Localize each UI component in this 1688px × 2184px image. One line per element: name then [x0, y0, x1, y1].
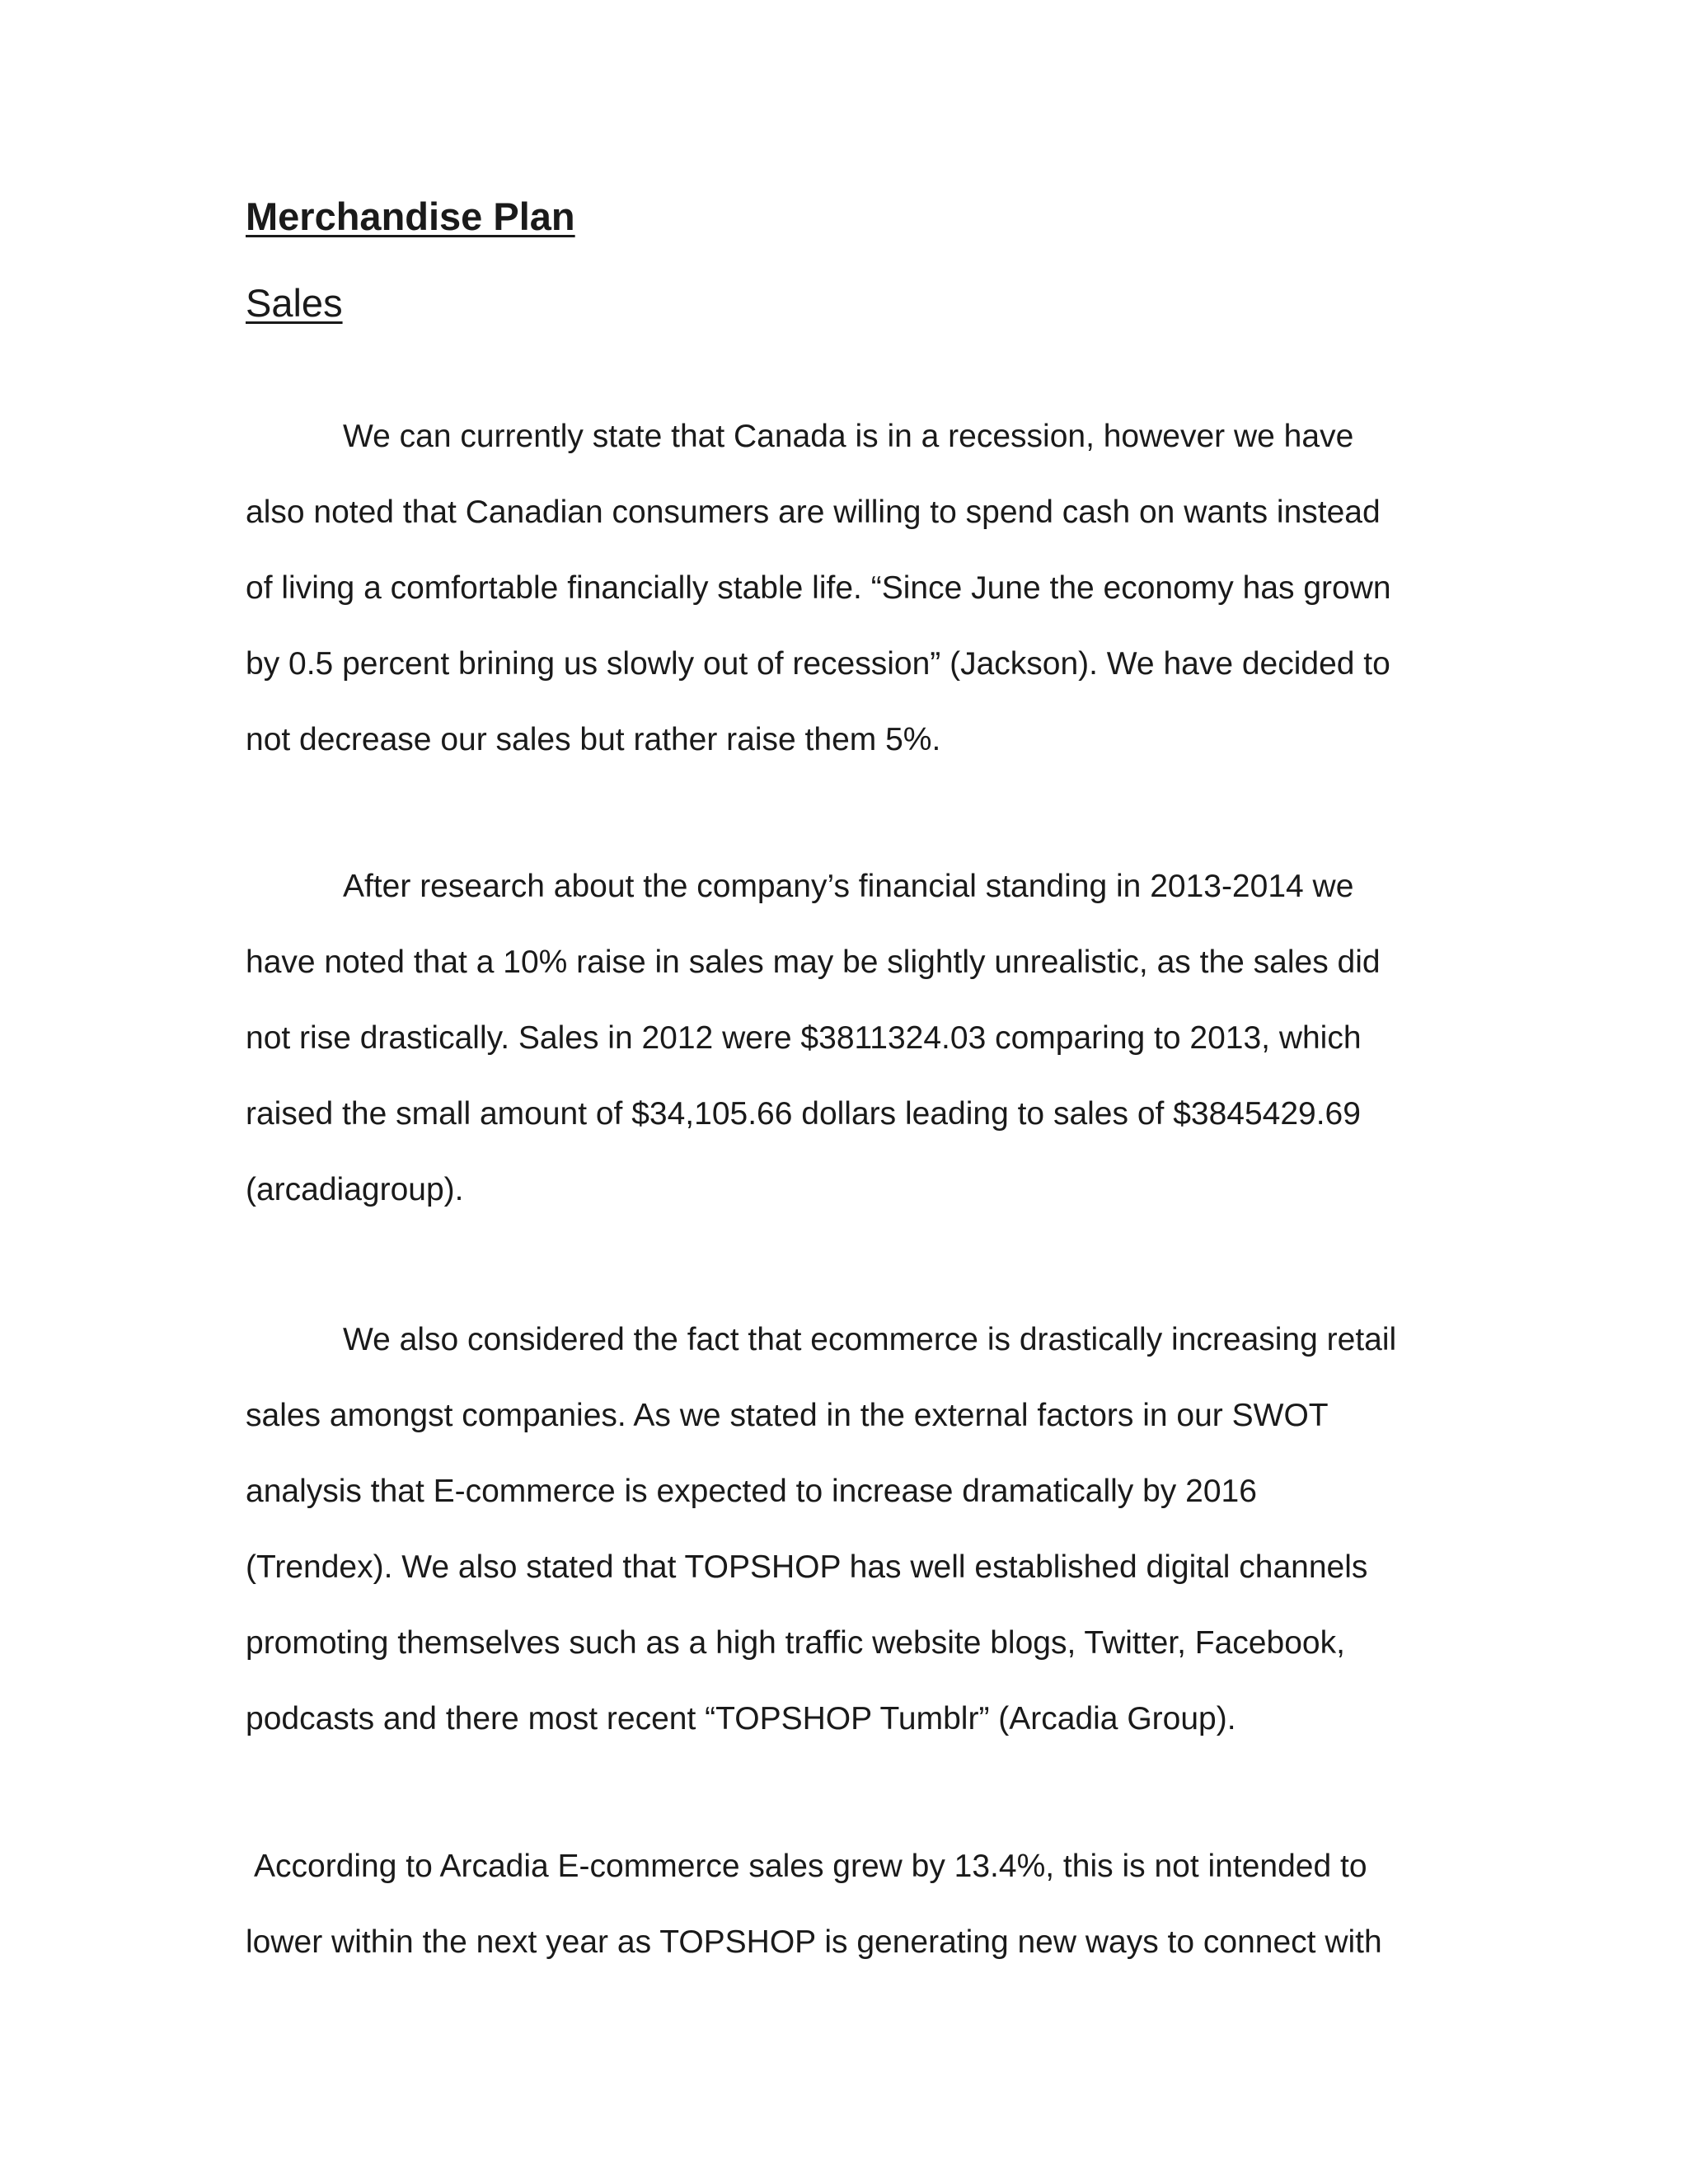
paragraph-recession	[246, 414, 1449, 793]
paragraph-line: (Trendex). We also stated that TOPSHOP has well established digital channels	[246, 1549, 1368, 1585]
paragraph-line: podcasts and there most recent “TOPSHOP Tumblr” (Arcadia Group).	[246, 1701, 1236, 1736]
paragraph-financial-standing	[246, 864, 1449, 1243]
paragraph-line: promoting themselves such as a high traffic website blogs, Twitter, Facebook,	[246, 1625, 1345, 1661]
paragraph-line: have noted that a 10% raise in sales may be slightly unrealistic, as the sales did	[246, 944, 1381, 980]
paragraph-line: We also considered the fact that ecommerce is drastically increasing retail	[343, 1322, 1397, 1357]
paragraph-line: sales amongst companies. As we stated in the external factors in our SWOT	[246, 1398, 1329, 1433]
paragraph-line: After research about the company’s financial standing in 2013-2014 we	[343, 869, 1354, 904]
paragraph-line: We can currently state that Canada is in a recession, however we have	[343, 419, 1354, 454]
document-heading: Merchandise Plan	[246, 194, 575, 238]
paragraph-line: also noted that Canadian consumers are willing to spend cash on wants instead	[246, 494, 1381, 530]
paragraph-line: not rise drastically. Sales in 2012 were $3811324.03 comparing to 2013, which	[246, 1020, 1362, 1056]
paragraph-ecommerce	[246, 1317, 1449, 1772]
paragraph-line: by 0.5 percent brining us slowly out of recession” (Jackson). We have decided to	[246, 646, 1390, 682]
paragraph-line: According to Arcadia E-commerce sales grew by 13.4%, this is not intended to	[254, 1849, 1367, 1884]
paragraph-line: (arcadiagroup).	[246, 1172, 464, 1207]
paragraph-line: raised the small amount of $34,105.66 dollars leading to sales of $3845429.69	[246, 1096, 1361, 1132]
paragraph-line: analysis that E-commerce is expected to increase dramatically by 2016	[246, 1474, 1257, 1509]
paragraph-line: not decrease our sales but rather raise them 5%.	[246, 722, 941, 757]
paragraph-arcadia-growth	[246, 1844, 1449, 1995]
section-heading-sales: Sales	[246, 281, 343, 325]
paragraph-line: lower within the next year as TOPSHOP is generating new ways to connect with	[246, 1924, 1382, 1960]
paragraph-line: of living a comfortable financially stable life. “Since June the economy has grown	[246, 570, 1391, 606]
